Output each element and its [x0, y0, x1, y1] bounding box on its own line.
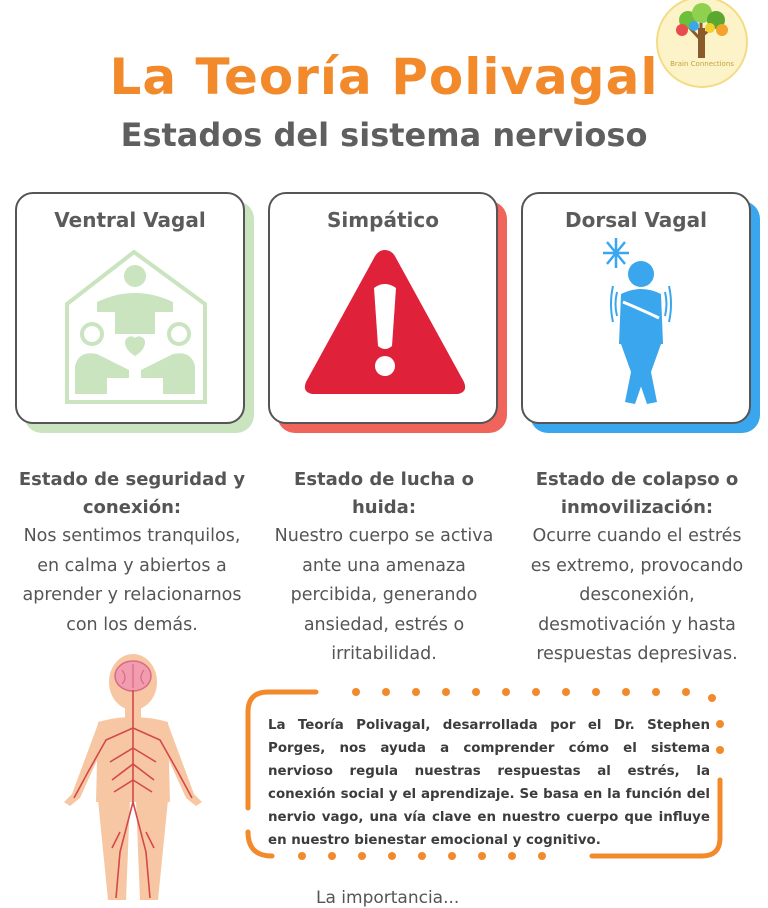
state-body	[12, 522, 252, 640]
card-simpatico	[268, 192, 498, 424]
heading-line: huida:	[351, 497, 417, 518]
card-title: Dorsal Vagal	[565, 208, 707, 232]
body-line: con los demás.	[66, 614, 198, 635]
card-ventral-vagal	[15, 192, 245, 424]
card-title: Simpático	[327, 208, 439, 232]
heading-line: inmovilización:	[560, 497, 714, 518]
body-line: es extremo, provocando	[530, 555, 744, 576]
body-line: percibida, generando	[290, 585, 478, 605]
heading-line: conexión:	[82, 497, 182, 518]
people-home-icon	[17, 194, 247, 426]
state-body	[517, 522, 757, 670]
body-line: desmotivación y hasta	[538, 614, 736, 635]
body-line: ansiedad, estrés o	[303, 614, 465, 635]
state-heading	[12, 466, 252, 522]
logo-text: Brain Connections	[670, 60, 734, 68]
page-title: La Teoría Polivagal	[109, 48, 659, 106]
state-dorsal-description	[517, 466, 757, 670]
body-line: aprender y relacionarnos	[22, 585, 242, 605]
body-line: Nos sentimos tranquilos,	[23, 526, 241, 546]
heading-line: Estado de colapso o	[535, 469, 739, 490]
body-line: respuestas depresivas.	[536, 644, 738, 664]
body-line: desconexión,	[579, 585, 695, 605]
card-dorsal-vagal	[521, 192, 751, 424]
nervous-system-body-icon	[58, 652, 208, 900]
body-line: en calma y abiertos a	[37, 555, 227, 576]
state-body	[264, 522, 504, 670]
state-ventral-description	[12, 466, 252, 640]
heading-line: Estado de lucha o	[294, 469, 474, 490]
body-line: irritabilidad.	[331, 644, 437, 664]
body-line: Ocurre cuando el estrés	[532, 526, 742, 546]
page-subtitle: Estados del sistema nervioso	[120, 116, 648, 154]
shivering-person-icon	[523, 194, 753, 426]
info-paragraph: La Teoría Polivagal, desarrollada por el Dr. Stephen Porges, nos ayuda a comprender cómo el sistema nervioso regula nuestras respuestas al estrés, la conexión social y el aprendizaje. Se basa en la función del nervio vago, una vía clave en nuestro cuerpo que influye en nuestro bienestar emocional y cognitivo.	[268, 718, 710, 848]
state-heading	[517, 466, 757, 522]
body-line: ante una amenaza	[302, 555, 466, 576]
state-simpatico-description	[264, 466, 504, 670]
warning-icon	[270, 194, 500, 426]
card-title: Ventral Vagal	[54, 208, 206, 232]
footer-partial-text: La importancia...	[316, 888, 460, 908]
heading-line: Estado de seguridad y	[18, 469, 246, 490]
body-line: Nuestro cuerpo se activa	[274, 526, 494, 546]
state-heading	[264, 466, 504, 522]
